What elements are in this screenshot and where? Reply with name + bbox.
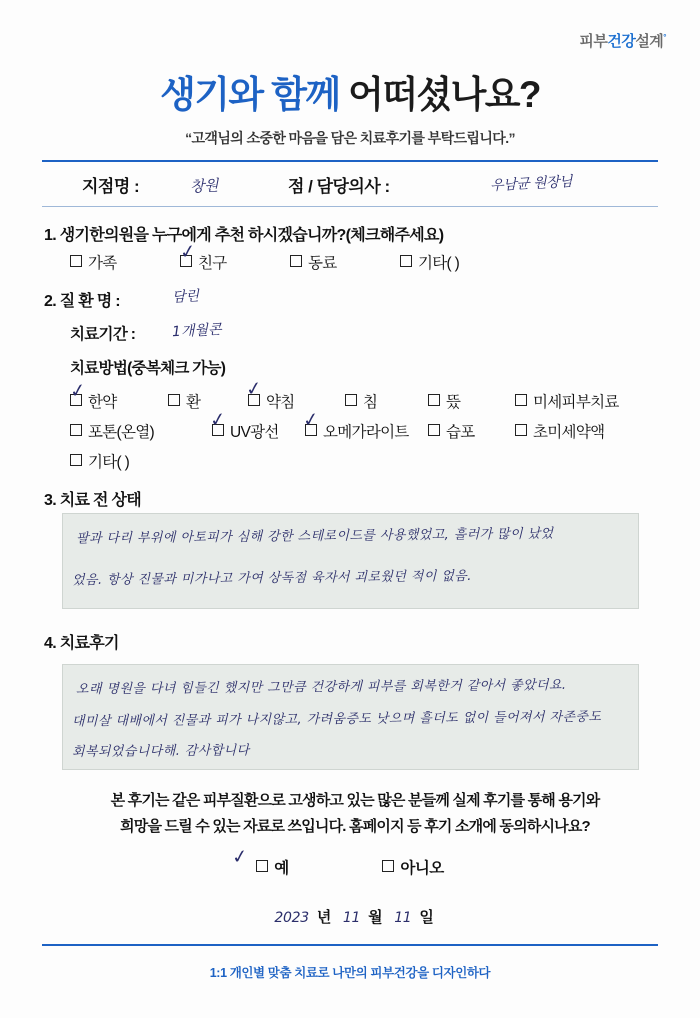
checkbox-icon[interactable] [345,394,357,406]
q2-method-pill-label: 환 [186,394,201,411]
date-day-value: 11 [394,910,412,926]
checkbox-icon[interactable] [70,424,82,436]
q2-disease-value: 담린 [171,288,200,306]
check-mark-omega-light: ✓ [301,407,321,433]
q2-method-photon[interactable] [70,420,154,442]
date-year-label: 년 [316,909,332,926]
checkbox-icon[interactable] [70,255,82,267]
q2-method-acupuncture[interactable] [345,390,377,412]
q1-option-friend-label: 친구 [198,255,227,272]
checkbox-icon[interactable] [382,860,394,872]
q2-period-label: 치료기간 : [70,326,136,343]
check-mark-herbal-medicine: ✓ [68,378,88,404]
q2-method-moxibustion-label: 뜼 [446,394,461,411]
doctor-value: 우남균 원장님 [489,173,573,195]
q2-method-herbal-medicine[interactable] [70,390,117,412]
consent-no-label: 아니오 [400,860,444,877]
branch-value: 창원 [189,176,219,196]
check-mark-pharmacopuncture: ✓ [244,376,264,402]
brand-prefix: 피부 [579,33,608,50]
question-4-title: 4. 치료후기 [44,635,119,652]
q2-method-other-label: 기타( ) [88,454,130,471]
q4-answer-line-2: 대미살 대배에서 진물과 피가 나지않고, 가려움증도 낫으며 흘더도 없이 들어져서 자존중도 [71,709,602,730]
q1-option-friend[interactable] [180,251,227,273]
q2-method-ultrafine-liquid[interactable] [515,420,604,442]
q1-option-other[interactable] [400,251,459,273]
q2-method-uv[interactable] [212,420,279,442]
branch-row [60,167,640,201]
date-year-value: 2023 [274,910,309,926]
q2-method-herbal-medicine-label: 한약 [88,394,117,411]
checkbox-icon[interactable] [168,394,180,406]
consent-line-2: 희망을 드릴 수 있는 자료로 쓰입니다. 홈페이지 등 후기 소개에 동의하시나요? [120,818,590,835]
q2-method-pharmacopuncture[interactable] [248,390,295,412]
q1-option-other-label: 기타( ) [418,255,460,272]
brand-degree: ° [663,33,666,42]
page-title [0,64,700,118]
page-title-blue: 생기와 함께 [160,74,340,115]
doctor-label: 점 / 담당의사 : [288,177,390,196]
checkbox-icon[interactable] [515,424,527,436]
consent-no[interactable] [382,860,443,877]
checkbox-icon[interactable] [305,424,317,436]
date-day-label: 일 [419,909,434,926]
divider-bottom [42,944,658,946]
q2-method-microskin[interactable] [515,390,619,412]
q2-method-omega-light[interactable] [305,420,409,442]
brand-accent: 건강 [607,33,636,50]
checkbox-icon[interactable] [515,394,527,406]
q2-method-acupuncture-label: 침 [363,394,378,411]
checkbox-icon[interactable] [212,424,224,436]
q1-option-family[interactable] [70,251,117,273]
date-row [0,906,700,927]
q4-answer-line-1: 오래 명원을 다녀 힘들긴 했지만 그만큼 건강하게 피부를 회복한거 같아서 좋았더요. [75,677,567,698]
q2-method-omega-light-label: 오메가라이트 [323,424,409,441]
question-3-title: 3. 치료 전 상태 [44,492,141,509]
q2-method-pill[interactable] [168,390,200,412]
check-mark-q1-friend: ✓ [178,239,198,265]
consent-yes[interactable] [256,860,288,877]
consent-yes-label: 예 [274,860,289,877]
q2-method-compress-label: 습포 [446,424,475,441]
divider-branch-bottom [42,206,658,207]
question-2-title: 2. 질 환 명 : [44,293,120,310]
q3-answer-line-1: 팔과 다리 부위에 아토피가 심해 강한 스테로이드를 사용했었고, 흘러가 많이 났었 [75,526,554,547]
checkbox-icon[interactable] [290,255,302,267]
brand-suffix: 설계 [635,33,664,50]
q2-method-ultrafine-liquid-label: 초미세약액 [533,424,605,441]
checkbox-icon[interactable] [428,424,440,436]
q2-method-pharmacopuncture-label: 약침 [266,394,295,411]
question-1-title: 1. 생기한의원을 누구에게 추천 하시겠습니까?(체크해주세요) [44,227,444,244]
brand-logo [579,30,666,51]
divider-top [42,160,658,162]
q1-option-colleague[interactable] [290,251,337,273]
checkbox-icon[interactable] [248,394,260,406]
q3-answer-line-2: 었음. 항상 진물과 미가나고 가여 상독점 육자서 괴로웠던 적이 없음. [71,568,472,589]
q2-method-compress[interactable] [428,420,475,442]
footer-slogan: 1:1 개인별 맞춤 치료로 나만의 피부건강을 디자인하다 [209,966,491,980]
q4-answer-line-3: 회복되었습니다해. 감사합니다 [71,743,250,760]
q1-option-colleague-label: 동료 [308,255,337,272]
checkbox-icon[interactable] [256,860,268,872]
q2-method-label: 치료방법(중복체크 가능) [70,360,226,377]
date-month-label: 월 [368,909,383,926]
consent-options [0,856,700,878]
q1-option-family-label: 가족 [88,255,117,272]
q2-method-moxibustion[interactable] [428,390,460,412]
branch-label: 지점명 : [82,177,140,196]
consent-line-1: 본 후기는 같은 피부질환으로 고생하고 있는 많은 분들께 실제 후기를 통해 용기와 [110,792,600,809]
date-month-value: 11 [342,910,361,926]
checkbox-icon[interactable] [70,454,82,466]
q2-method-other[interactable] [70,450,129,472]
check-mark-consent-yes: ✓ [230,844,250,870]
consent-text [70,788,640,840]
checkbox-icon[interactable] [400,255,412,267]
page-title-dark: 어떠셨나요? [348,74,540,115]
checkbox-icon[interactable] [70,394,82,406]
q2-method-microskin-label: 미세피부치료 [533,394,619,411]
checkbox-icon[interactable] [180,255,192,267]
q2-period-value: 1개월콘 [171,321,222,341]
check-mark-uv: ✓ [208,407,228,433]
q2-method-photon-label: 포톤(온열) [88,424,155,441]
q2-method-uv-label: UV광선 [230,424,279,441]
checkbox-icon[interactable] [428,394,440,406]
page-subtitle: “고객님의 소중한 마음을 담은 치료후기를 부탁드립니다.” [185,130,515,146]
